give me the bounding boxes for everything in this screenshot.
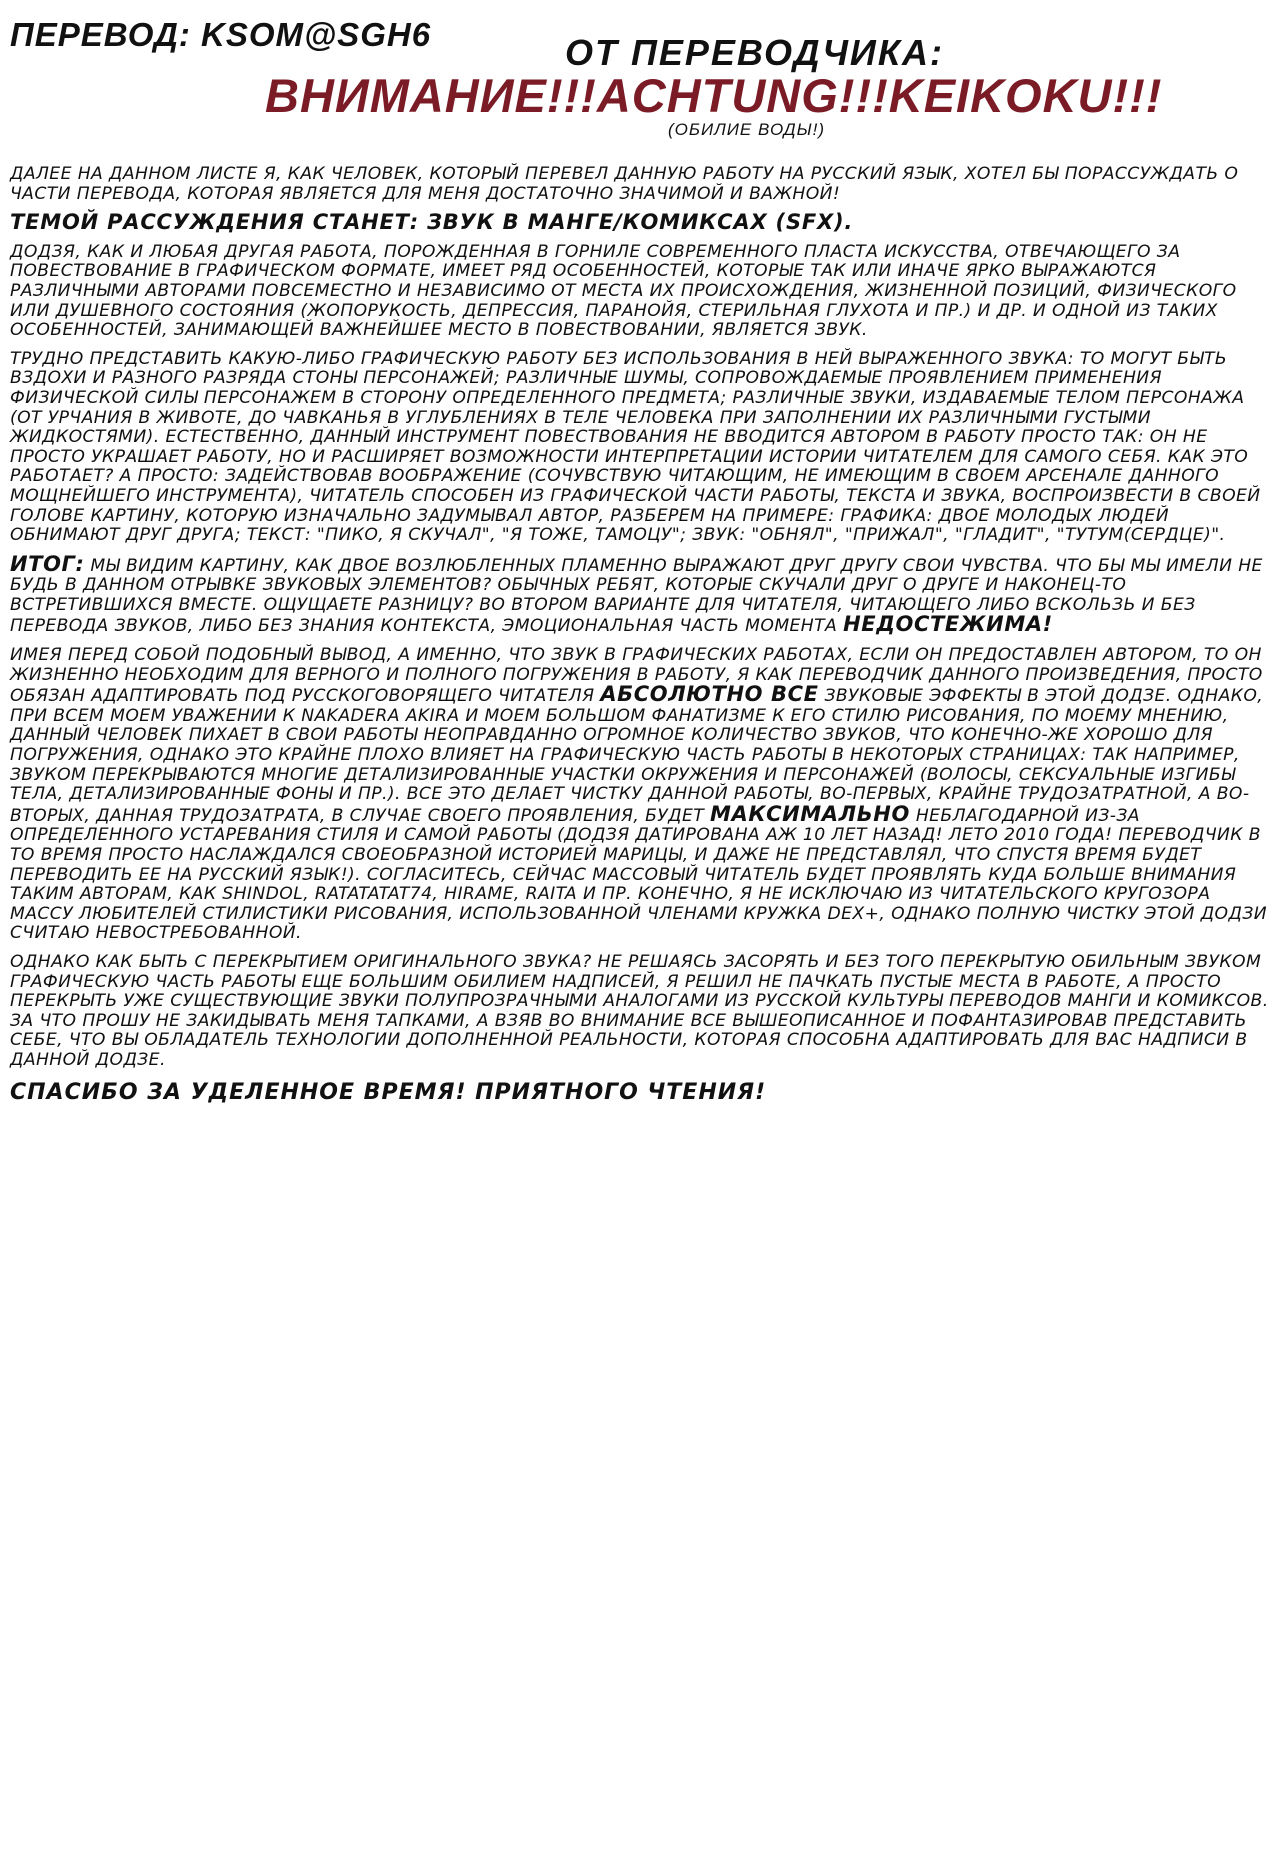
- paragraph-2: ТРУДНО ПРЕДСТАВИТЬ КАКУЮ-ЛИБО ГРАФИЧЕСКУЮ РАБОТУ БЕЗ ИСПОЛЬЗОВАНИЯ В НЕЙ ВЫРАЖЕННОГО ЗВУКА: ТО МОГУТ БЫТЬ ВЗДОХИ И РАЗНОГО РАЗРЯДА СТОНЫ ПЕРСОНАЖЕЙ; РАЗЛИЧНЫЕ ШУМЫ, СОПРОВОЖДАЕМЫЕ ПРОЯВЛЕНИЕМ ПРИМЕНЕНИЯ ФИЗИЧЕСКОЙ СИЛЫ ПЕРСОНАЖЕМ В СТОРОНУ ОПРЕДЕЛЕННОГО ПРЕДМЕТА; РАЗЛИЧНЫЕ ЗВУКИ, ИЗДАВАЕМЫЕ ТЕЛОМ ПЕРСОНАЖА (ОТ УРЧАНИЯ В ЖИВОТЕ, ДО ЧАВКАНЬЯ В УГЛУБЛЕНИЯХ В ТЕЛЕ ЧЕЛОВЕКА ПРИ ЗАПОЛНЕНИИ ИХ РАЗЛИЧНЫМИ ГУСТЫМИ ЖИДКОСТЯМИ). ЕСТЕСТВЕННО, ДАННЫЙ ИНСТРУМЕНТ ПОВЕСТВОВАНИЯ НЕ ВВОДИТСЯ АВТОРОМ В РАБОТУ ПРОСТО ТАК: ОН НЕ ПРОСТО УКРАШАЕТ РАБОТУ, НО И РАСШИРЯЕТ ВОЗМОЖНОСТИ ИНТЕРПРЕТАЦИИ ИСТОРИИ ЧИТАТЕЛЕМ ДЛЯ САМОГО СЕБЯ. КАК ЭТО РАБОТАЕТ? А ПРОСТО: ЗАДЕЙСТВОВАВ ВООБРАЖЕНИЕ (СОЧУВСТВУЮ ЧИТАЮЩИМ, НЕ ИМЕЮЩИМ В СВОЕМ АРСЕНАЛЕ ДАННОГО МОЩНЕЙШЕГО ИНСТРУМЕНТА), ЧИТАТЕЛЬ СПОСОБЕН ИЗ ГРАФИЧЕСКОЙ ЧАСТИ РАБОТЫ, ТЕКСТА И ЗВУКА, ВОСПРОИЗВЕСТИ В СВОЕЙ ГОЛОВЕ КАРТИНУ, КОТОРУЮ ИЗНАЧАЛЬНО ЗАДУМЫВАЛ АВТОР, РАЗБЕРЕМ НА ПРИМЕРЕ: ГРАФИКА: ДВОЕ МОЛОДЫХ ЛЮДЕЙ ОБНИМАЮТ ДРУГ ДРУГА; ТЕКСТ: "ПИКО, Я СКУЧАЛ", "Я ТОЖЕ, ТАМОЦУ"; ЗВУК: "ОБНЯЛ", "ПРИЖАЛ", "ГЛАДИТ", "ТУТУМ(СЕРДЦЕ)".: [10, 348, 1261, 546]
- paragraph-3: [10, 551, 1272, 637]
- summary-text: МЫ ВИДИМ КАРТИНУ, КАК ДВОЕ ВОЗЛЮБЛЕННЫХ ПЛАМЕННО ВЫРАЖАЮТ ДРУГ ДРУГУ СВОИ ЧУВСТВА. ЧТО БЫ МЫ ИМЕЛИ НЕ БУДЬ В ДАННОМ ОТРЫВКЕ ЗВУКОВЫХ ЭЛЕМЕНТОВ? ОБЫЧНЫХ РЕБЯТ, КОТОРЫЕ СКУЧАЛИ ДРУГ О ДРУГЕ И НАКОНЕЦ-ТО ВСТРЕТИВШИХСЯ ВМЕСТЕ. ОЩУЩАЕТЕ РАЗНИЦУ? ВО ВТОРОМ ВАРИАНТЕ ДЛЯ ЧИТАТЕЛЯ, ЧИТАЮЩЕГО ЛИБО ВСКОЛЬЗЬ И БЕЗ ПЕРЕВОДА ЗВУКОВ, ЛИБО БЕЗ ЗНАНИЯ КОНТЕКСТА, ЭМОЦИОНАЛЬНАЯ ЧАСТЬ МОМЕНТА: [10, 555, 1263, 637]
- attention-note: (ОБИЛИЕ ВОДЫ!): [668, 120, 826, 139]
- translator-credit: ПЕРЕВОД: KSOM@SGH6: [10, 16, 432, 53]
- thanks-line: СПАСИБО ЗА УДЕЛЕННОЕ ВРЕМЯ! ПРИЯТНОГО ЧТЕНИЯ!: [10, 1079, 767, 1105]
- attention-heading: ВНИМАНИЕ!!!ACHTUNG!!!KEIKOKU!!!: [265, 69, 1163, 122]
- from-translator-heading: ОТ ПЕРЕВОДЧИКА:: [565, 32, 944, 73]
- paragraph-4-part-b: ЗВУКОВЫЕ ЭФФЕКТЫ В ЭТОЙ ДОДЗЕ. ОДНАКО, ПРИ ВСЕМ МОЕМ УВАЖЕНИИ К NAKADERA AKIRA И МОЕМ БОЛЬШОМ ФАНАТИЗМЕ К ЕГО СТИЛЮ РИСОВАНИЯ, ПО МОЕМУ МНЕНИЮ, ДАННЫЙ ЧЕЛОВЕК ПИХАЕТ В СВОИ РАБОТЫ НЕОПРАВДАННО ОГРОМНОЕ КОЛИЧЕСТВО ЗВУКОВ, ЧТО КОНЕЧНО-ЖЕ ХОРОШО ДЛЯ ПОГРУЖЕНИЯ, ОДНАКО ЭТО КРАЙНЕ ПЛОХО ВЛИЯЕТ НА ГРАФИЧЕСКУЮ ЧАСТЬ РАБОТЫ В НЕКОТОРЫХ СТРАНИЦАХ: ТАК НАПРИМЕР, ЗВУКОМ ПЕРЕКРЫВАЮТСЯ МНОГИЕ ДЕТАЛИЗИРОВАННЫЕ УЧАСТКИ ОКРУЖЕНИЯ И ПЕРСОНАЖЕЙ (ВОЛОСЫ, СЕКСУАЛЬНЫЕ ИЗГИБЫ ТЕЛА, ДЕТАЛИЗИРОВАННЫЕ ФОНЫ И ПР.). ВСЕ ЭТО ДЕЛАЕТ ЧИСТКУ ДАННОЙ РАБОТЫ, ВО-ПЕРВЫХ, КРАЙНЕ ТРУДОЗАТРАТНОЙ, А ВО-ВТОРЫХ, ДАННАЯ ТРУДОЗАТРАТА, В СЛУЧАЕ СВОЕГО ПРОЯВЛЕНИЯ, БУДЕТ: [10, 686, 1264, 826]
- paragraph-4-emphasis-1: АБСОЛЮТНО ВСЕ: [600, 682, 819, 707]
- paragraph-5: ОДНАКО КАК БЫТЬ С ПЕРЕКРЫТИЕМ ОРИГИНАЛЬНОГО ЗВУКА? НЕ РЕШАЯСЬ ЗАСОРЯТЬ И БЕЗ ТОГО ПЕРЕКРЫТУЮ ОБИЛЬНЫМ ЗВУКОМ ГРАФИЧЕСКУЮ ЧАСТЬ РАБОТЫ ЕЩЕ БОЛЬШИМ ОБИЛИЕМ НАДПИСЕЙ, Я РЕШИЛ НЕ ПАЧКАТЬ ПУСТЫЕ МЕСТА В РАБОТЕ, А ПРОСТО ПЕРЕКРЫТЬ УЖЕ СУЩЕСТВУЮЩИЕ ЗВУКИ ПОЛУПРОЗРАЧНЫМИ АНАЛОГАМИ ИЗ РУССКОЙ КУЛЬТУРЫ ПЕРЕВОДОВ МАНГИ И КОМИКСОВ. ЗА ЧТО ПРОШУ НЕ ЗАКИДЫВАТЬ МЕНЯ ТАПКАМИ, А ВЗЯВ ВО ВНИМАНИЕ ВСЕ ВЫШЕОПИСАННОЕ И ПОФАНТАЗИРОВАВ ПРЕДСТАВИТЬ СЕБЕ, ЧТО ВЫ ОБЛАДАТЕЛЬ ТЕХНОЛОГИИ ДОПОЛНЕННОЙ РЕАЛЬНОСТИ, КОТОРАЯ СПОСОБНА АДАПТИРОВАТЬ ДЛЯ ВАС НАДПИСИ В ДАННОЙ ДОДЗЕ.: [10, 951, 1269, 1070]
- paragraph-1: ДОДЗЯ, КАК И ЛЮБАЯ ДРУГАЯ РАБОТА, ПОРОЖДЕННАЯ В ГОРНИЛЕ СОВРЕМЕННОГО ПЛАСТА ИСКУССТВА, ОТВЕЧАЮЩЕГО ЗА ПОВЕСТВОВАНИЕ В ГРАФИЧЕСКОМ ФОРМАТЕ, ИМЕЕТ РЯД ОСОБЕННОСТЕЙ, КОТОРЫЕ ТАК ИЛИ ИНАЧЕ ЯРКО ВЫРАЖАЮТСЯ РАЗЛИЧНЫМИ АВТОРАМИ ПОВСЕМЕСТНО И НЕЗАВИСИМО ОТ МЕСТА ИХ ПРОИСХОЖДЕНИЯ, ЖИЗНЕННОЙ ПОЗИЦИЙ, ФИЗИЧЕСКОГО ИЛИ ДУШЕВНОГО СОСТОЯНИЯ (ЖОПОРУКОСТЬ, ДЕПРЕССИЯ, ПАРАНОЙЯ, СТЕРИЛЬНАЯ ГЛУХОТА И ПР.) И ДР. И ОДНОЙ ИЗ ТАКИХ ОСОБЕННОСТЕЙ, ЗАНИМАЮЩЕЙ ВАЖНЕЙШЕЕ МЕСТО В ПОВЕСТВОВАНИИ, ЯВЛЯЕТСЯ ЗВУК.: [10, 241, 1237, 341]
- paragraph-4: [10, 646, 1272, 944]
- summary-emphasis: НЕДОСТЕЖИМА!: [843, 612, 1053, 637]
- intro-paragraph: ДАЛЕЕ НА ДАННОМ ЛИСТЕ Я, КАК ЧЕЛОВЕК, КОТОРЫЙ ПЕРЕВЕЛ ДАННУЮ РАБОТУ НА РУССКИЙ ЯЗЫК, ХОТЕЛ БЫ ПОРАССУЖДАТЬ О ЧАСТИ ПЕРЕВОДА, КОТОРАЯ ЯВЛЯЕТСЯ ДЛЯ МЕНЯ ДОСТАТОЧНО ЗНАЧИМОЙ И ВАЖНОЙ!: [10, 164, 1239, 204]
- paragraph-4-part-a: ИМЕЯ ПЕРЕД СОБОЙ ПОДОБНЫЙ ВЫВОД, А ИМЕННО, ЧТО ЗВУК В ГРАФИЧЕСКИХ РАБОТАХ, ЕСЛИ ОН ПРЕДОСТАВЛЕН АВТОРОМ, ТО ОН ЖИЗНЕННО НЕОБХОДИМ ДЛЯ ВЕРНОГО И ПОЛНОГО ПОГРУЖЕНИЯ В РАБОТУ, Я КАК ПЕРЕВОДЧИК ДАННОГО ПРОИЗВЕДЕНИЯ, ПРОСТО ОБЯЗАН АДАПТИРОВАТЬ ПОД РУССКОГОВОРЯЩЕГО ЧИТАТЕЛЯ: [10, 645, 1263, 707]
- note-body: [10, 164, 1272, 1105]
- paragraph-4-emphasis-2: МАКСИМАЛЬНО: [710, 801, 910, 826]
- topic-heading: ТЕМОЙ РАССУЖДЕНИЯ СТАНЕТ: ЗВУК В МАНГЕ/КОМИКСАХ (SFX).: [10, 210, 854, 235]
- paragraph-4-part-c: НЕБЛАГОДАРНОЙ ИЗ-ЗА ОПРЕДЕЛЕННОГО УСТАРЕВАНИЯ СТИЛЯ И САМОЙ РАБОТЫ (ДОДЗЯ ДАТИРОВАНА АЖ 10 ЛЕТ НАЗАД! ЛЕТО 2010 ГОДА! ПЕРЕВОДЧИК В ТО ВРЕМЯ ПРОСТО НАСЛАЖДАЛСЯ СВОЕОБРАЗНОЙ ИСТОРИЕЙ МАРИЦЫ, И ДАЖЕ НЕ ПРЕДСТАВЛЯЛ, ЧТО СПУСТЯ ВРЕМЯ БУДЕТ ПЕРЕВОДИТЬ ЕЕ НА РУССКИЙ ЯЗЫК!). СОГЛАСИТЕСЬ, СЕЙЧАС МАССОВЫЙ ЧИТАТЕЛЬ БУДЕТ ПРОЯВЛЯТЬ КУДА БОЛЬШЕ ВНИМАНИЯ ТАКИМ АВТОРАМ, КАК SHINDOL, RATATATAT74, HIRAME, RAITA И ПР. КОНЕЧНО, Я НЕ ИСКЛЮЧАЮ ИЗ ЧИТАТЕЛЬСКОГО КРУГОЗОРА МАССУ ЛЮБИТЕЛЕЙ СТИЛИСТИКИ РИСОВАНИЯ, ИСПОЛЬЗОВАННОЙ ЧЛЕНАМИ КРУЖКА DEX+, ОДНАКО ПОЛНУЮ ЧИСТКУ ЭТОЙ ДОДЗИ СЧИТАЮ НЕВОСТРЕБОВАННОЙ.: [10, 805, 1267, 944]
- summary-lead: ИТОГ:: [10, 551, 85, 576]
